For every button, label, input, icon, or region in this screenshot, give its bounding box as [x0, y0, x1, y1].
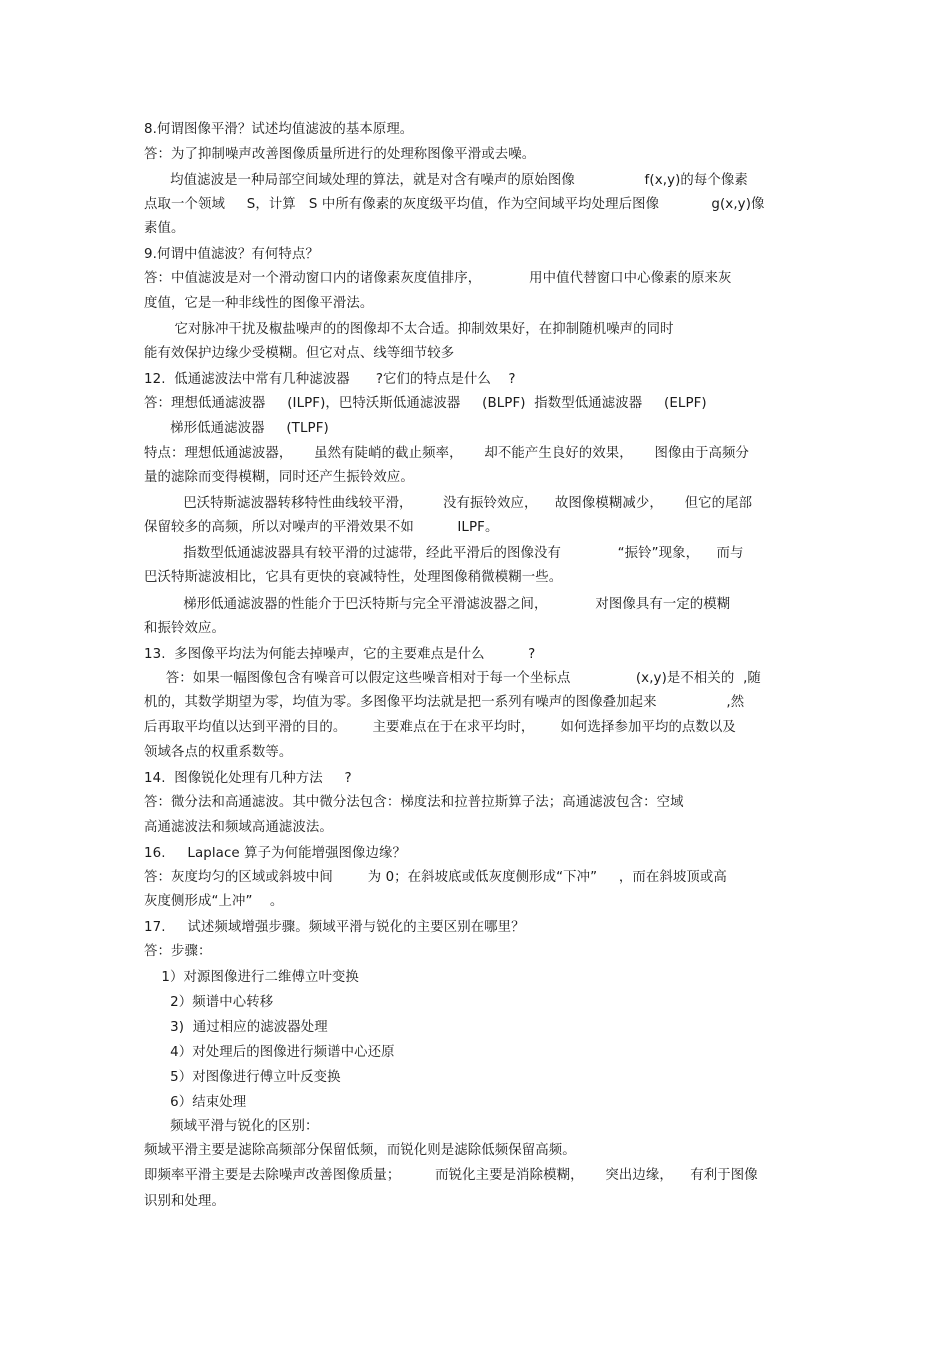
text-line: 4）对处理后的图像进行频谱中心还原 — [144, 1045, 395, 1060]
text-line: 机的，其数学期望为零，均值为零。多图像平均法就是把一系列有噪声的图像叠加起来 ,然 — [144, 695, 745, 710]
text-line: 答：理想低通滤波器 (ILPF)，巴特沃斯低通滤波器 (BLPF) 指数型低通滤波器 (ELPF) — [144, 396, 707, 411]
text-line: 高通滤波法和频域高通滤波法。 — [144, 820, 333, 835]
text-line: 8.何谓图像平滑？试述均值滤波的基本原理。 — [144, 122, 414, 137]
text-line: 量的滤除而变得模糊，同时还产生振铃效应。 — [144, 470, 414, 485]
text-line: 它对脉冲干扰及椒盐噪声的的图像却不太合适。抑制效果好，在抑制随机噪声的同时 — [144, 322, 674, 337]
text-line: 答：如果一幅图像包含有噪音可以假定这些噪音相对于每一个坐标点 (x,y)是不相关的 ,随 — [144, 671, 761, 686]
text-line: 能有效保护边缘少受模糊。但它对点、线等细节较多 — [144, 346, 455, 361]
text-line: 答：灰度均匀的区域或斜坡中间 为 0；在斜坡底或低灰度侧形成“下冲” ，而在斜坡顶或高 — [144, 870, 727, 885]
text-line: 灰度侧形成“上冲” 。 — [144, 894, 284, 909]
text-line: 答：中值滤波是对一个滑动窗口内的诸像素灰度值排序， 用中值代替窗口中心像素的原来灰 — [144, 271, 732, 286]
text-line: 巴沃特斯滤波相比，它具有更快的衰减特性，处理图像稍微模糊一些。 — [144, 570, 563, 585]
text-line: 频域平滑与锐化的区别： — [144, 1119, 319, 1134]
text-line: 领域各点的权重系数等。 — [144, 745, 293, 760]
text-line: 素值。 — [144, 221, 185, 236]
text-line: 12. 低通滤波法中常有几种滤波器 ?它们的特点是什么 ? — [144, 372, 516, 387]
text-line: 2）频谱中心转移 — [144, 995, 274, 1010]
text-line: 特点：理想低通滤波器， 虽然有陡峭的截止频率， 却不能产生良好的效果， 图像由于高频分 — [144, 446, 749, 461]
text-line: 频域平滑主要是滤除高频部分保留低频，而锐化则是滤除低频保留高频。 — [144, 1143, 576, 1158]
text-line: 答：步骤： — [144, 944, 212, 959]
text-line: 5）对图像进行傅立叶反变换 — [144, 1070, 341, 1085]
text-line: 后再取平均值以达到平滑的目的。 主要难点在于在求平均时， 如何选择参加平均的点数以及 — [144, 720, 736, 735]
text-line: 16. Laplace 算子为何能增强图像边缘？ — [144, 846, 407, 861]
text-line: 梯形低通滤波器的性能介于巴沃特斯与完全平滑滤波器之间， 对图像具有一定的模糊 — [144, 597, 731, 612]
text-line: 识别和处理。 — [144, 1194, 225, 1209]
text-line: 9.何谓中值滤波？有何特点？ — [144, 247, 319, 262]
text-line: 指数型低通滤波器具有较平滑的过滤带，经此平滑后的图像没有 “振铃”现象， 而与 — [144, 546, 744, 561]
text-line: 即频率平滑主要是去除噪声改善图像质量； 而锐化主要是消除模糊， 突出边缘， 有利于图像 — [144, 1168, 758, 1183]
text-line: 3) 通过相应的滤波器处理 — [144, 1020, 328, 1035]
text-line: 17. 试述频域增强步骤。频域平滑与锐化的主要区别在哪里？ — [144, 920, 525, 935]
text-line: 巴沃特斯滤波器转移特性曲线较平滑， 没有振铃效应， 故图像模糊减少， 但它的尾部 — [144, 496, 753, 511]
text-line: 度值，它是一种非线性的图像平滑法。 — [144, 296, 374, 311]
text-line: 13. 多图像平均法为何能去掉噪声，它的主要难点是什么 ? — [144, 647, 536, 662]
text-line: 梯形低通滤波器 (TLPF) — [144, 421, 329, 436]
text-line: 6）结束处理 — [144, 1095, 247, 1110]
text-line: 保留较多的高频，所以对噪声的平滑效果不如 ILPF。 — [144, 520, 499, 535]
text-line: 均值滤波是一种局部空间域处理的算法，就是对含有噪声的原始图像 f(x,y)的每个像素 — [144, 173, 748, 188]
text-line: 14. 图像锐化处理有几种方法 ? — [144, 771, 352, 786]
text-line: 和振铃效应。 — [144, 621, 225, 636]
text-line: 答：为了抑制噪声改善图像质量所进行的处理称图像平滑或去噪。 — [144, 147, 536, 162]
text-line: 答：微分法和高通滤波。其中微分法包含：梯度法和拉普拉斯算子法；高通滤波包含：空域 — [144, 795, 684, 810]
text-line: 1）对源图像进行二维傅立叶变换 — [144, 970, 359, 985]
text-line: 点取一个领域 S，计算 S 中所有像素的灰度级平均值，作为空间域平均处理后图像 g(x,y)像 — [144, 197, 765, 212]
